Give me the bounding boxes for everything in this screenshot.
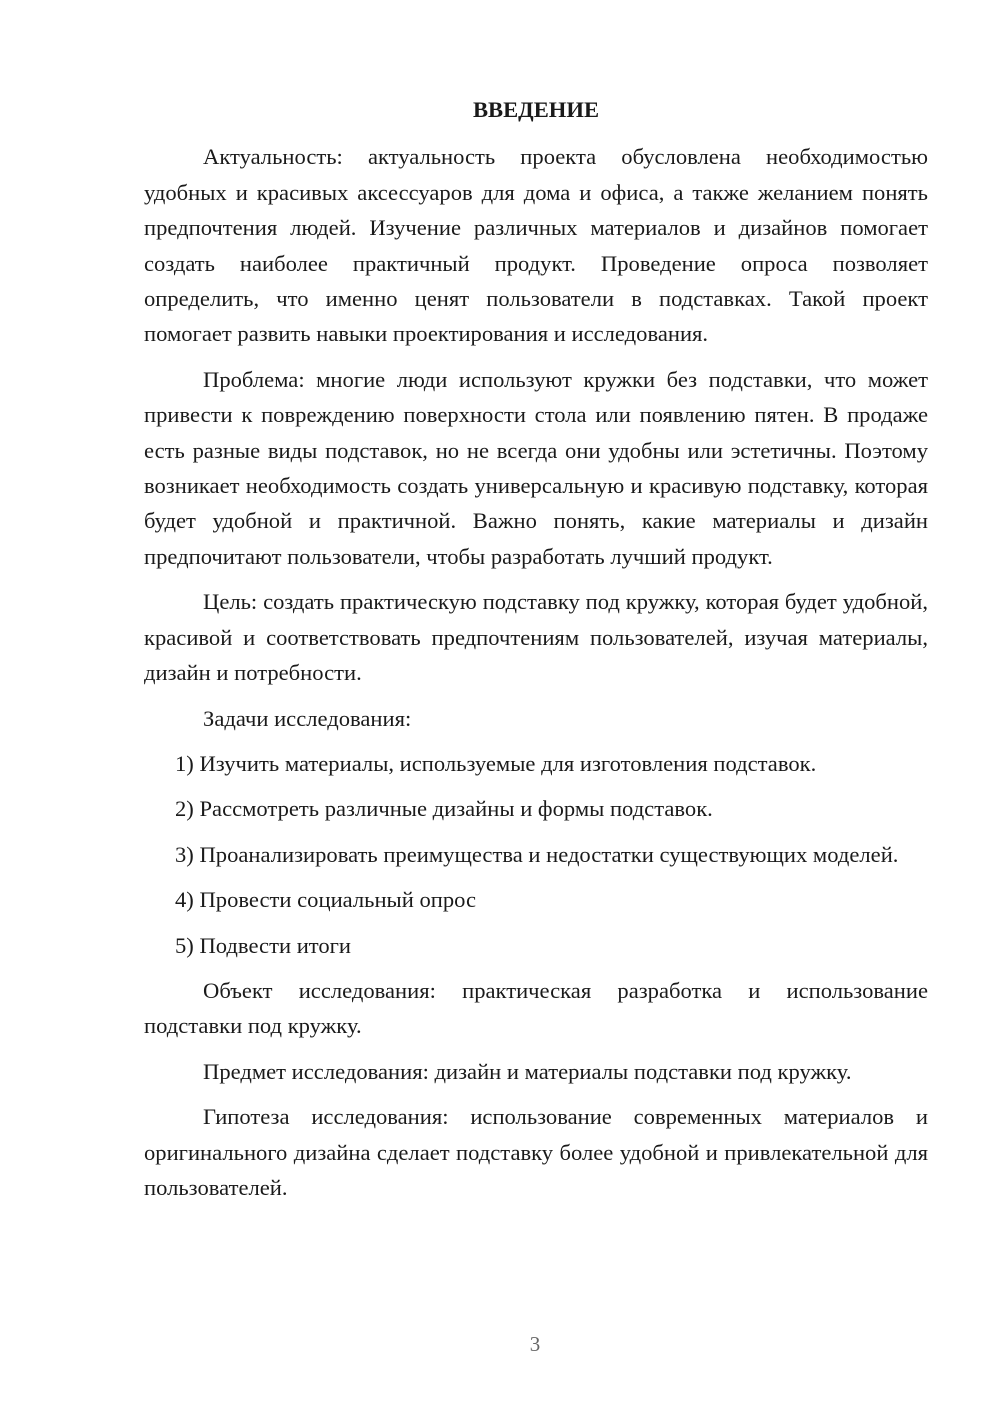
paragraph-goal: Цель: создать практическую подставку под кружку, которая будет удобной, красивой и соответствовать предпочтениям пользователей, изучая материалы, дизайн и потребности. — [144, 589, 928, 686]
section-title: ВВЕДЕНИЕ — [472, 97, 600, 122]
task-item-3: 3) Проанализировать преимущества и недостатки существующих моделей. — [175, 841, 899, 867]
task-item-1: 1) Изучить материалы, используемые для изготовления подставок. — [175, 750, 817, 776]
paragraph-subject: Предмет исследования: дизайн и материалы подставки под кружку. — [203, 1058, 852, 1084]
task-item-2: 2) Рассмотреть различные дизайны и формы подставок. — [175, 796, 713, 822]
paragraph-relevance: Актуальность: актуальность проекта обусловлена необходимостью удобных и красивых аксессуаров для дома и офиса, а также желанием понять предпочтения людей. Изучение различных материалов и дизайнов помогает создать наиболее практичный продукт. Проведение опроса позволяет определить, что именно ценят пользователи в подставках. Такой проект помогает развить навыки проектирования и исследования. — [144, 144, 928, 347]
task-item-4: 4) Провести социальный опрос — [175, 887, 477, 913]
document-page — [144, 92, 928, 1215]
task-item-5: 5) Подвести итоги — [175, 932, 352, 958]
paragraph-problem: Проблема: многие люди используют кружки без подставки, что может привести к повреждению поверхности стола или появлению пятен. В продаже есть разные виды подставок, но не всегда они удобны или эстетичны. Поэтому возникает необходимость создать универсальную и красивую подставку, которая будет удобной и практичной. Важно понять, какие материалы и дизайн предпочитают пользователи, чтобы разработать лучший продукт. — [144, 366, 928, 569]
page-number: 3 — [529, 1332, 541, 1356]
paragraph-tasks-heading: Задачи исследования: — [203, 705, 412, 731]
paragraph-object: Объект исследования: практическая разработка и использование подставки под кружку. — [144, 977, 928, 1039]
paragraph-hypothesis: Гипотеза исследования: использование современных материалов и оригинального дизайна сделает подставку более удобной и привлекательной для пользователей. — [144, 1104, 928, 1200]
